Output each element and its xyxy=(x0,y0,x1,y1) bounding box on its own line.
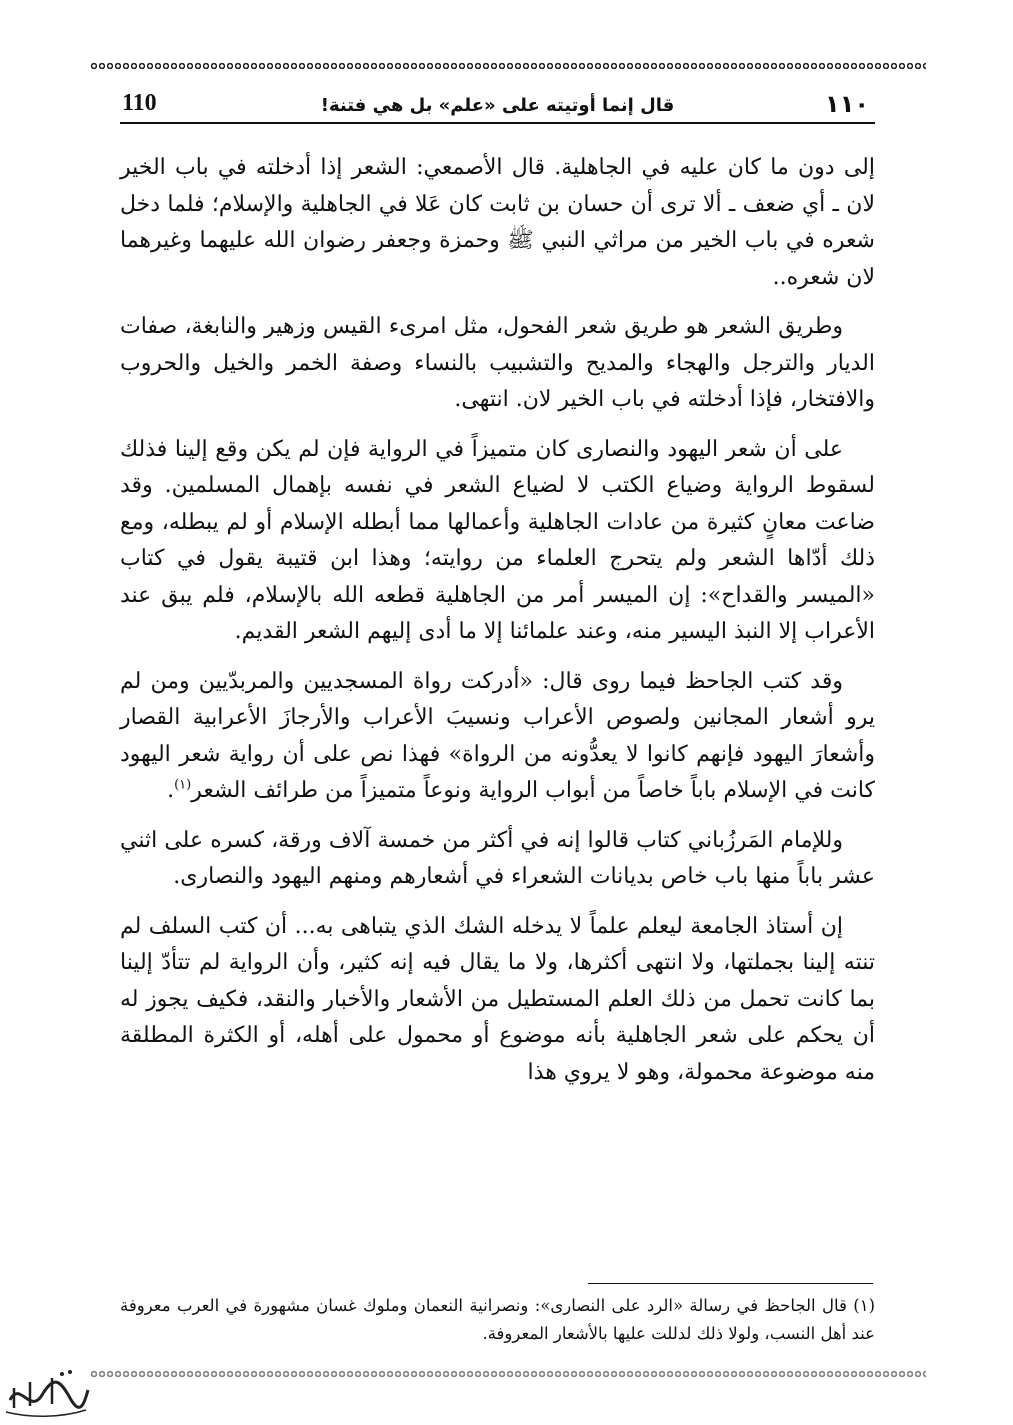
paragraph-2: وطريق الشعر هو طريق شعر الفحول، مثل امرىء القيس وزهير والنابغة، صفات الديار والترجل والهجاء والمديح والتشبيب بالنساء وصفة الخمر والخيل والحروب والافتخار، فإذا أدخلته في باب الخير لان. انتهى. xyxy=(120,314,875,412)
top-ornament-border xyxy=(90,62,926,70)
footnote-text: (١) قال الجاحظ في رسالة «الرد على النصارى»: ونصرانية النعمان وملوك غسان مشهورة في العرب معروفة عند أهل النسب، ولولا ذلك لدللت عليها بالأشعار المعروفة. xyxy=(120,1296,875,1343)
paragraph-6: إن أستاذ الجامعة ليعلم علماً لا يدخله الشك الذي يتباهى به... أن كتب السلف لم تنته إلينا بجملتها، ولا انتهى أكثرها، ولا ما يقال فيه إنه كثير، وأن الرواية لم تتأدّ إلينا بما كانت تحمل من ذلك العلم المستطيل من الأشعار والأخبار والنقد، فكيف يجوز له أن يحكم على شعر الجاهلية بأنه موضوع أو محمول على أهله، أو الكثرة المطلقة منه موضوعة محمولة، وهو لا يروي هذا xyxy=(120,913,875,1085)
page-number-latin: 110 xyxy=(122,90,157,116)
calligraphy-logo-icon xyxy=(0,1360,92,1422)
paragraph-1: إلى دون ما كان عليه في الجاهلية. قال الأصمعي: الشعر إذا أدخلته في باب الخير لان ـ أي ضعف ـ ألا ترى أن حسان بن ثابت كان عَلا في الجاهلية والإسلام؛ فلما دخل شعره في باب الخير من مراثي النبي ﷺ وحمزة وجعفر رضوان الله عليهما وغيرهما لان شعره.. xyxy=(120,155,875,290)
paragraph-4-text: وقد كتب الجاحظ فيما روى قال: «أدركت رواة المسجديين والمربدّيين ومن لم يرو أشعار المجانين ولصوص الأعراب ونسيبَ الأعراب والأرجازَ الأعرابية القصار وأشعارَ اليهود فإنهم كانوا لا يعدُّونه من الرواة» فهذا نص على أن رواية شعر اليهود كانت في الإسلام باباً خاصاً من أبواب الرواية ونوعاً متميزاً من طرائف الشعر xyxy=(120,668,875,803)
footnote-reference[interactable]: (١) xyxy=(174,777,192,793)
footnote-separator xyxy=(588,1283,873,1284)
paragraph-4 xyxy=(120,664,875,810)
paragraph-5: وللإمام المَرزُباني كتاب قالوا إنه في أكثر من خمسة آلاف ورقة، كسره على اثني عشر باباً منها باب خاص بديانات الشعراء في أشعارهم ومنهم اليهود والنصارى. xyxy=(120,827,875,889)
main-text xyxy=(120,150,875,1104)
running-title: قال إنما أوتيته على «علم» بل هي فتنة! xyxy=(320,95,675,116)
page-header xyxy=(120,90,875,124)
paragraph-3: على أن شعر اليهود والنصارى كان متميزاً في الرواية فإن لم يكن وقع إلينا فذلك لسقوط الرواية وضياع الكتب لا لضياع الشعر في نفسه بإهمال المسلمين. وقد ضاعت معانٍ كثيرة من عادات الجاهلية وأعمالها مما أبطله الإسلام أو لم يبطله، ومع ذلك أدّاها الشعر ولم يتحرج العلماء من روايته؛ وهذا ابن قتيبة يقول في كتاب «الميسر والقداح»: إن الميسر أمر من الجاهلية قطعه الله بالإسلام، فلم يبق عند الأعراب إلا النبذ اليسير منه، وعند علمائنا إلا ما أدى إليهم الشعر القديم. xyxy=(120,436,875,644)
paragraph-4-period: . xyxy=(167,778,175,803)
bottom-ornament-border xyxy=(90,1370,926,1378)
page-number-arabic: ١١٠ xyxy=(825,90,869,118)
publisher-logo xyxy=(0,1360,92,1422)
footnote xyxy=(120,1292,875,1348)
